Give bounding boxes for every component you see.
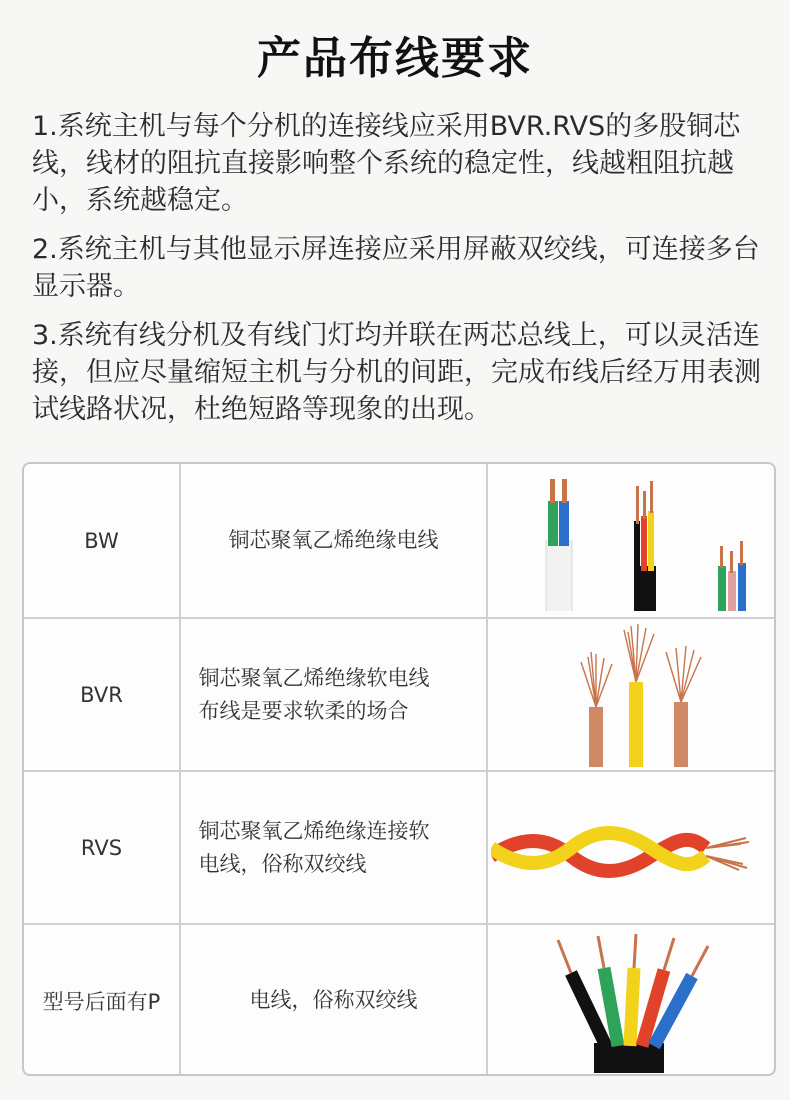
- requirement-3: 3.系统有线分机及有线门灯均并联在两芯总线上，可以灵活连接，但应尽量缩短主机与分机的间距，完成布线后经万用表测试线路状况，杜绝短路等现象的出现。: [32, 320, 761, 425]
- description-cell: [181, 619, 488, 770]
- description-line: 布线是要求软柔的场合: [198, 698, 409, 723]
- requirement-2: 2.系统主机与其他显示屏连接应采用屏蔽双绞线，可连接多台显示器。: [32, 234, 760, 302]
- description-line: 铜芯聚氧乙烯绝缘连接软: [198, 818, 430, 843]
- table-row: [24, 923, 774, 1076]
- table-row: [24, 464, 774, 617]
- table-row: [24, 770, 774, 923]
- description-cell: [181, 464, 488, 617]
- wire-image-cell: [488, 464, 774, 617]
- bvr-wire-icon: [496, 622, 766, 767]
- model-cell: BVR: [24, 619, 181, 770]
- multi-core-cable-icon: [496, 928, 766, 1073]
- requirements-list: [32, 108, 768, 440]
- model-cell: 型号后面有P: [24, 925, 181, 1076]
- description-cell: [181, 925, 488, 1076]
- model-cell: RVS: [24, 772, 181, 923]
- page-title: 产品布线要求: [257, 33, 533, 84]
- description-line: 铜芯聚氧乙烯绝缘电线: [228, 528, 439, 552]
- wire-image-cell: [488, 925, 774, 1076]
- model-cell: BW: [24, 464, 181, 617]
- wire-image-cell: [488, 772, 774, 923]
- description-line: 电线，俗称双绞线: [249, 988, 418, 1012]
- rvs-twisted-wire-icon: [491, 778, 771, 918]
- table-row: [24, 617, 774, 770]
- description-line: 铜芯聚氧乙烯绝缘软电线: [198, 665, 430, 690]
- wire-image-cell: [488, 619, 774, 770]
- description-cell: [181, 772, 488, 923]
- bw-wire-icon: [496, 471, 766, 611]
- wire-spec-table: [22, 462, 776, 1076]
- description-line: 电线，俗称双绞线: [198, 851, 367, 876]
- requirement-1: 1.系统主机与每个分机的连接线应采用BVR.RVS的多股铜芯线，线材的阻抗直接影响整个系统的稳定性，线越粗阻抗越小，系统越稳定。: [32, 111, 741, 216]
